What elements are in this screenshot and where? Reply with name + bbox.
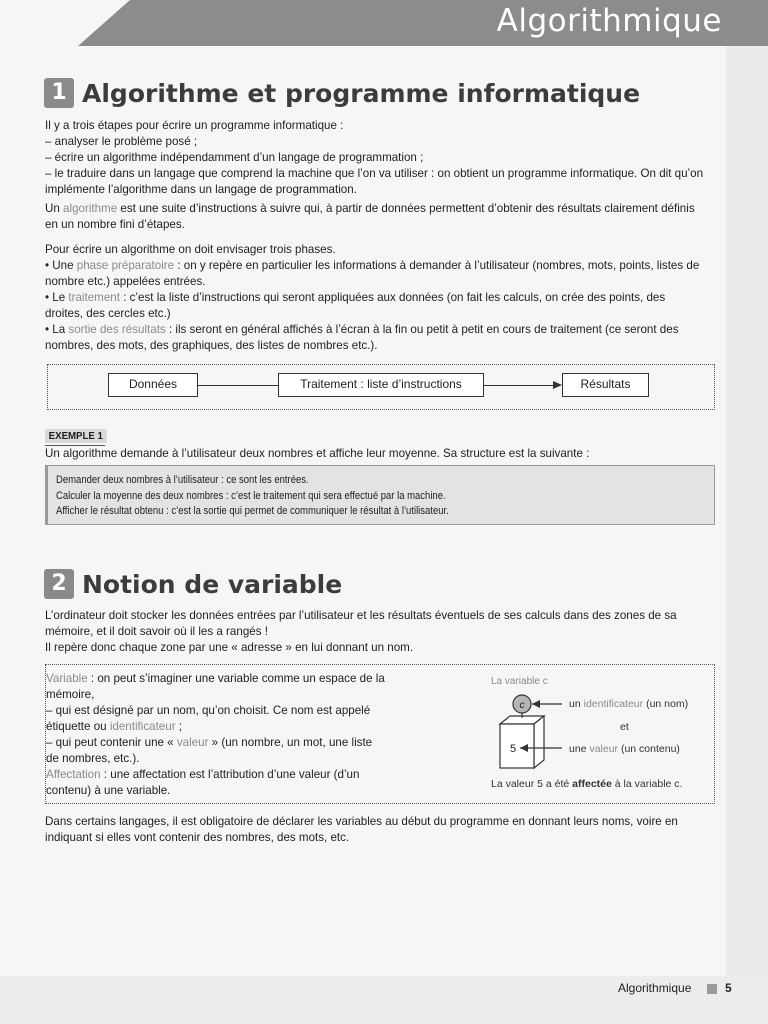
- section-1-intro-block: [45, 118, 705, 198]
- val-before: une: [569, 743, 590, 755]
- caption-bold: affectée: [572, 778, 612, 790]
- id-after: (un nom): [643, 698, 689, 710]
- footer-square-icon: [707, 984, 717, 994]
- example-text: Un algorithme demande à l’utilisateur deux nombres et affiche leur moyenne. Sa structure est la suivante :: [45, 447, 590, 460]
- margin-strip: [726, 46, 768, 976]
- caption-after: à la variable c.: [611, 778, 683, 790]
- val-after: (un contenu): [618, 743, 680, 755]
- term-identificateur-2: identificateur: [583, 698, 644, 710]
- flow-line-2: [484, 385, 554, 386]
- arrow-left-icon: [532, 700, 540, 708]
- example-line-3: Afficher le résultat obtenu : c’est la sortie qui permet de communiquer le résultat à l’utilisateur.: [56, 505, 449, 517]
- cube-front-face: [500, 724, 534, 768]
- intro-text: Il y a trois étapes pour écrire un programme informatique :: [45, 119, 344, 132]
- var-l2-before: – qui est désigné par un nom, qu’on choisit. Ce nom est appelé étiquette ou: [46, 704, 371, 733]
- flow-line-1: [198, 385, 278, 386]
- variable-value: 5: [509, 743, 517, 755]
- id-before: un: [569, 698, 584, 710]
- term-valeur: valeur: [176, 736, 209, 749]
- section-1-heading: [44, 78, 640, 108]
- term-phase-preparatoire: phase préparatoire: [76, 259, 175, 272]
- phases-block: [45, 242, 705, 354]
- term-algorithme: algorithme: [63, 202, 118, 215]
- variable-definition: [46, 671, 386, 799]
- def-after: est une suite d’instructions à suivre qui, à partir de données permettent d’obtenir des résultats clairement définis en un nombre fini d’étapes.: [45, 202, 695, 231]
- section-1-number: 1: [44, 78, 74, 108]
- intro-paragraph: L’ordinateur doit stocker les données entrées par l’utilisateur et les résultats éventuels de ses calculs dans des zones de sa mémoire, et il doit savoir où il les a rangés !: [45, 609, 677, 638]
- example-label: EXEMPLE 1: [45, 429, 107, 443]
- phase-3-after: : ils seront en général affichés à l’écran à la fin ou petit à petit en cours de traitement (ce seront des nombres, des mots, des graphiques, des listes de nombres etc.).: [45, 323, 679, 352]
- section-2-heading: [44, 569, 342, 599]
- term-sortie: sortie des résultats: [68, 323, 166, 336]
- term-identificateur: identificateur: [109, 720, 176, 733]
- affectation-line: [46, 767, 386, 799]
- variable-line: [46, 671, 386, 703]
- footer-label: Algorithmique: [618, 981, 692, 995]
- phase-1-after: : on y repère en particulier les informations à demander à l’utilisateur (nombres, mots, points, listes de nombre etc.) appelées entrées.: [45, 259, 700, 288]
- affectation-def: : une affectation est l’attribution d’une valeur (d’un contenu) à une variable.: [46, 768, 360, 797]
- arrow-right-icon: [553, 381, 562, 389]
- term-variable: Variable: [46, 672, 88, 685]
- variable-line-2: [46, 703, 386, 735]
- phase-3: [45, 322, 705, 354]
- phase-2: [45, 290, 705, 322]
- term-traitement: traitement: [68, 291, 120, 304]
- value-label: [569, 743, 680, 755]
- caption-before: La valeur 5 a été: [491, 778, 573, 790]
- def-before: Un: [45, 202, 64, 215]
- flow-input-box: Données: [108, 373, 198, 397]
- phase-1: [45, 258, 705, 290]
- var-l3-after: » (un nombre, un mot, une liste de nombres, etc.).: [46, 736, 373, 765]
- phase-2-after: : c’est la liste d’instructions qui seront appliquées aux données (on fait les calculs, on crée des points, des droites, des cercles etc.): [45, 291, 666, 320]
- var-l3-before: – qui peut contenir une «: [46, 736, 177, 749]
- diagram-caption-bottom: [491, 778, 682, 790]
- example-line-2: Calculer la moyenne des deux nombres : c’est le traitement qui sera effectué par la machine.: [56, 489, 446, 502]
- phases-intro: Pour écrire un algorithme on doit envisager trois phases.: [45, 243, 336, 256]
- et-label: et: [620, 721, 629, 733]
- header-notch: [78, 0, 130, 46]
- step-1: – analyser le problème posé ;: [45, 135, 198, 148]
- flow-output-box: Résultats: [562, 373, 649, 397]
- page-number: 5: [725, 981, 732, 995]
- intro-paragraph-2: Il repère donc chaque zone par une « adresse » en lui donnant un nom.: [45, 641, 414, 654]
- variable-name: c: [519, 700, 525, 711]
- cube-side-face: [534, 716, 544, 768]
- phase-1-before: • Une: [45, 259, 77, 272]
- example-line-1: Demander deux nombres à l’utilisateur : ce sont les entrées.: [56, 474, 309, 486]
- closing-paragraph: Dans certains langages, il est obligatoire de déclarer les variables au début du programme en donnant leurs noms, voire en indiquant si elles vont contenir des nombres, des mots, etc.: [45, 815, 678, 844]
- variable-line-3: [46, 735, 386, 767]
- algorithm-definition: [45, 201, 705, 233]
- identifier-label: [569, 698, 688, 710]
- section-2-number: 2: [44, 569, 74, 599]
- phase-2-before: • Le: [45, 291, 69, 304]
- var-l2-after: ;: [175, 720, 183, 733]
- section-2-intro: [45, 608, 705, 656]
- phase-3-before: • La: [45, 323, 69, 336]
- diagram-caption-top: La variable c: [491, 676, 548, 687]
- variable-box-diagram: [492, 688, 562, 778]
- term-valeur-2: valeur: [589, 743, 619, 755]
- example-box: [45, 465, 715, 525]
- section-1-title: Algorithme et programme informatique: [82, 78, 641, 108]
- variable-def: : on peut s’imaginer une variable comme un espace de la mémoire,: [46, 672, 385, 701]
- step-3: – le traduire dans un langage que comprend la machine que l’on va utiliser : on obtient un programme informatique. On dit qu’on implémente l’algorithme dans un langage de programmation.: [45, 167, 704, 196]
- term-affectation: Affectation: [46, 768, 101, 781]
- section-2-title: Notion de variable: [82, 569, 343, 599]
- flow-process-box: Traitement : liste d’instructions: [278, 373, 484, 397]
- step-2: – écrire un algorithme indépendamment d’un langage de programmation ;: [45, 151, 424, 164]
- chapter-title: Algorithmique: [496, 3, 722, 39]
